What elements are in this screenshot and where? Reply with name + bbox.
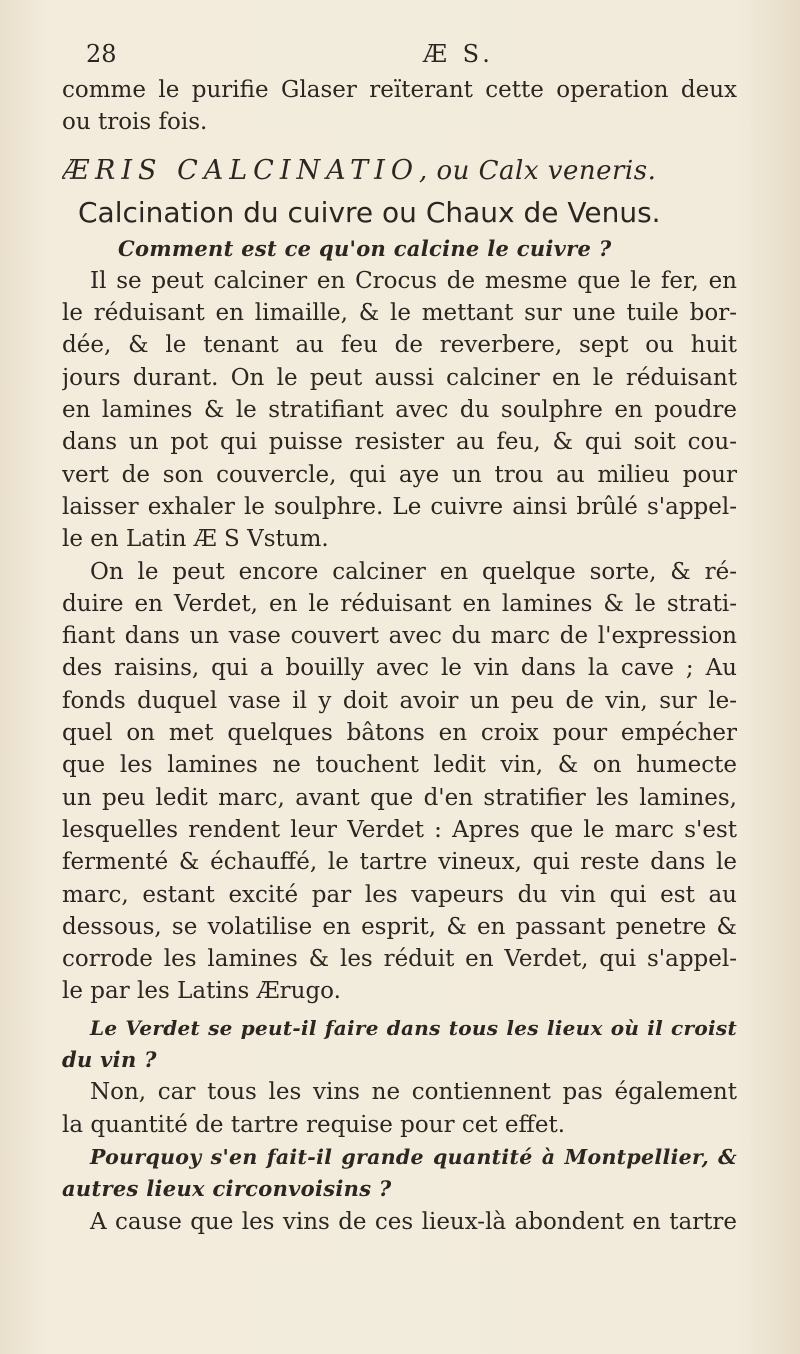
- text-line: marc, estant excité par les vapeurs du vin qui est au: [62, 881, 737, 908]
- text-line: que les lamines ne touchent ledit vin, & on humecte: [62, 752, 737, 779]
- question-line: Pourquoy s'en fait-il grande quantité à Montpellier, &: [90, 1144, 737, 1169]
- text-line: duire en Verdet, en le réduisant en lamines & le strati-: [62, 590, 737, 617]
- running-head: Æ S.: [423, 40, 494, 68]
- text-line: On le peut encore calciner en quelque sorte, & ré-: [90, 558, 737, 585]
- text-line: Il se peut calciner en Crocus de mesme que le fer, en: [90, 267, 737, 294]
- section-title-latin: [62, 149, 737, 193]
- page-number: 28: [86, 40, 117, 68]
- question-line: Comment est ce qu'on calcine le cuivre ?: [118, 235, 612, 261]
- text-line: le par les Latins Ærugo.: [62, 978, 341, 1005]
- text-line: des raisins, qui a bouilly avec le vin dans la cave ; Au: [62, 655, 737, 682]
- title-latin-rest: , ou Calx veneris.: [418, 155, 657, 186]
- text-line: la quantité de tartre requise pour cet effet.: [62, 1111, 566, 1138]
- page-header: [78, 40, 718, 70]
- title-latin-main: ÆRIS CALCINATIO: [62, 154, 419, 186]
- question-line: Le Verdet se peut-il faire dans tous les lieux où il croist: [90, 1015, 737, 1040]
- text-line: dans un pot qui puisse resister au feu, & qui soit cou-: [62, 429, 737, 456]
- body-text: [62, 74, 737, 1238]
- text-line: vert de son couvercle, qui aye un trou au milieu pour: [62, 461, 737, 488]
- text-line: fonds duquel vase il y doit avoir un peu de vin, sur le-: [62, 687, 737, 714]
- question-line: du vin ?: [62, 1047, 157, 1073]
- text-line: dée, & le tenant au feu de reverbere, sept ou huit: [62, 332, 737, 359]
- spacer: [62, 139, 737, 149]
- text-line: le réduisant en limaille, & le mettant sur une tuile bor-: [62, 300, 737, 327]
- text-line: quel on met quelques bâtons en croix pour empécher: [62, 720, 737, 747]
- text-line: A cause que les vins de ces lieux-là abondent en tartre: [90, 1208, 737, 1235]
- section-title-french: Calcination du cuivre ou Chaux de Venus.: [78, 195, 661, 229]
- text-line: fermenté & échauffé, le tartre vineux, qui reste dans le: [62, 849, 737, 876]
- text-line: laisser exhaler le soulphre. Le cuivre ainsi brûlé s'appel-: [62, 493, 737, 520]
- text-line: dessous, se volatilise en esprit, & en passant penetre &: [62, 913, 737, 940]
- text-line: comme le purifie Glaser reïterant cette operation deux: [62, 77, 737, 103]
- text-line: Non, car tous les vins ne contiennent pas également: [90, 1079, 737, 1106]
- text-line: jours durant. On le peut aussi calciner en le réduisant: [62, 364, 737, 391]
- text-line: un peu ledit marc, avant que d'en stratifier les lamines,: [62, 784, 737, 811]
- text-line: le en Latin Æ S Vstum.: [62, 526, 329, 553]
- text-line: corrode les lamines & les réduit en Verdet, qui s'appel-: [62, 946, 737, 973]
- question-line: autres lieux circonvoisins ?: [62, 1176, 392, 1202]
- text-line: fiant dans un vase couvert avec du marc de l'expression: [62, 623, 737, 650]
- text-line: ou trois fois.: [62, 109, 208, 136]
- text-line: en lamines & le stratifiant avec du soulphre en poudre: [62, 397, 737, 424]
- text-line: lesquelles rendent leur Verdet : Apres que le marc s'est: [62, 816, 737, 843]
